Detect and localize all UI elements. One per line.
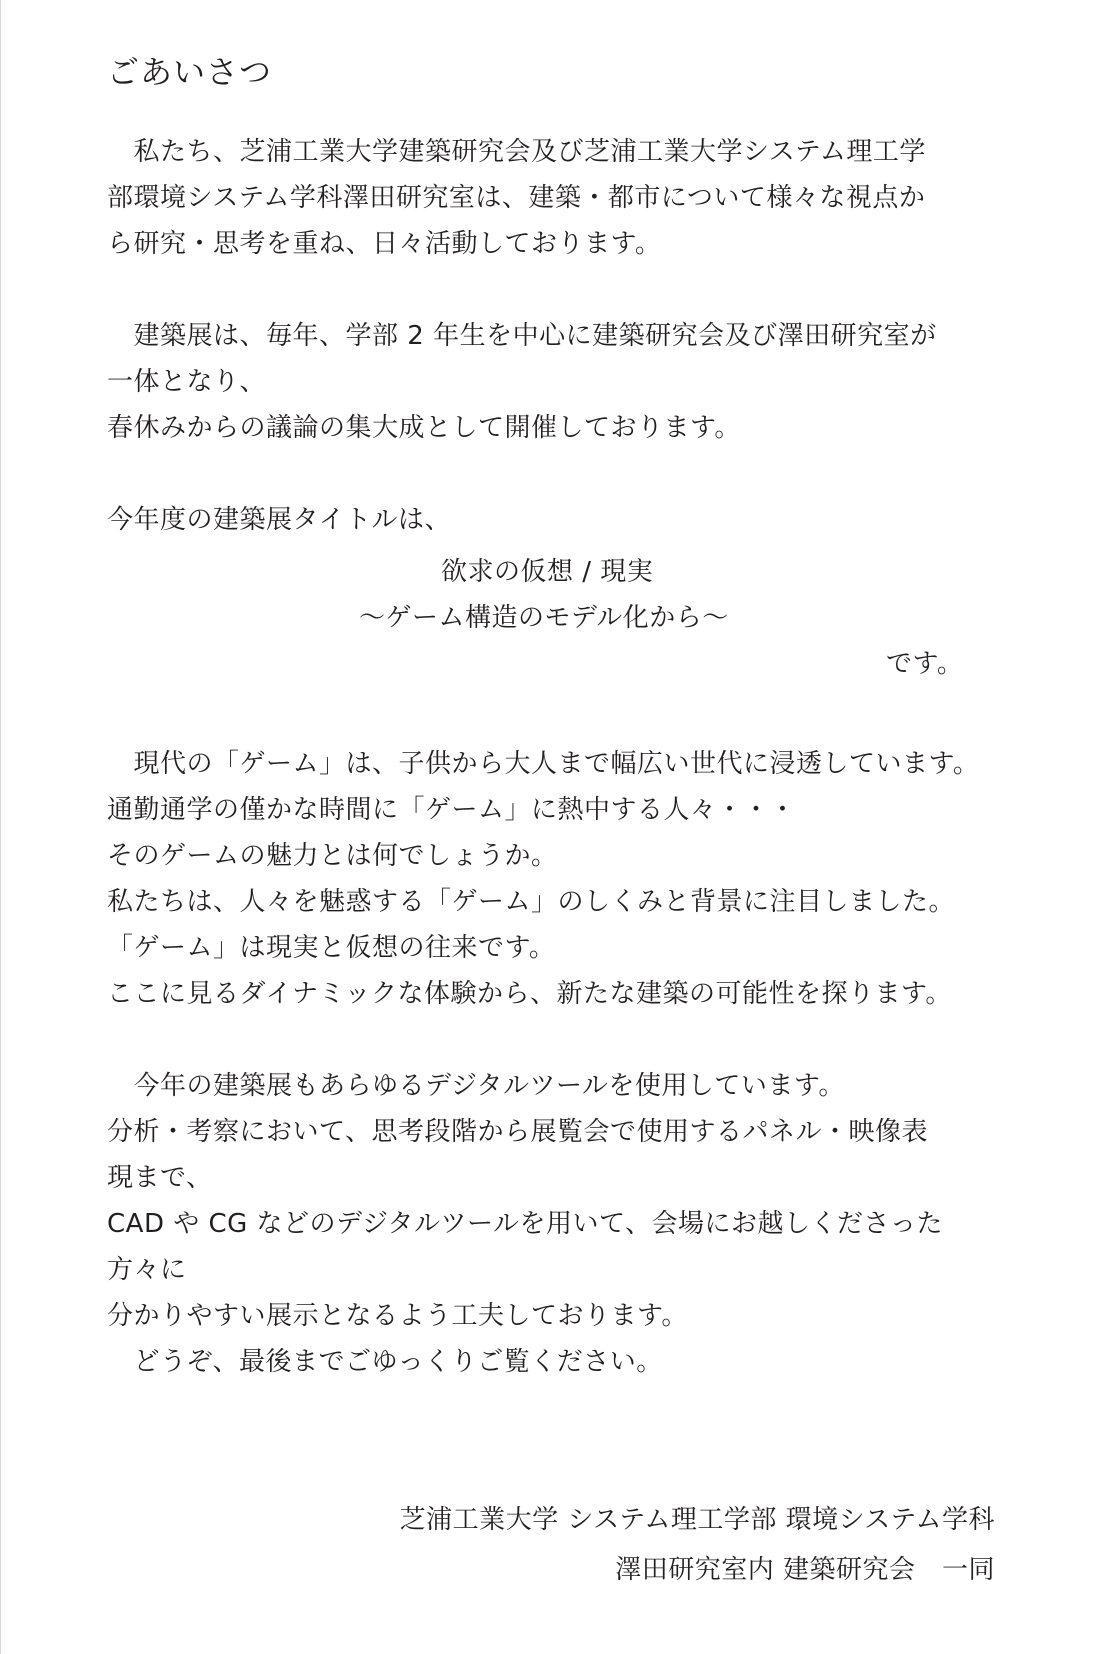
paragraph-4-line-4: CAD や CG などのデジタルツールを用いて、会場にお越しくださった <box>107 1209 943 1239</box>
paragraph-4-line-5: 方々に <box>107 1255 187 1285</box>
paragraph-1-line-2: 部環境システム学科澤田研究室は、建築・都市について様々な視点か <box>107 183 926 213</box>
paragraph-4-line-7: どうぞ、最後までごゆっくりご覧ください。 <box>107 1347 663 1377</box>
paragraph-4-line-3: 現まで、 <box>107 1163 213 1193</box>
paragraph-2-line-1: 建築展は、毎年、学部 2 年生を中心に建築研究会及び澤田研究室が <box>107 321 937 351</box>
paragraph-2-line-3: 春休みからの議論の集大成として開催しております。 <box>107 413 741 443</box>
page-title: ごあいさつ <box>107 53 273 91</box>
paragraph-3-line-6: ここに見るダイナミックな体験から、新たな建築の可能性を探ります。 <box>107 979 952 1009</box>
paragraph-4-line-6: 分かりやすい展示となるよう工夫しております。 <box>107 1301 688 1331</box>
exhibition-title: 欲求の仮想 / 現実 <box>441 557 654 587</box>
paragraph-3-line-5: 「ゲーム」は現実と仮想の往来です。 <box>107 933 556 963</box>
paragraph-1-line-3: ら研究・思考を重ね、日々活動しております。 <box>107 229 662 259</box>
signature-line-1: 芝浦工業大学 システム理工学部 環境システム学科 <box>399 1505 995 1535</box>
paragraph-3-line-4: 私たちは、人々を魅惑する「ゲーム」のしくみと背景に注目しました。 <box>107 887 956 917</box>
paragraph-4-line-2: 分析・考察において、思考段階から展覧会で使用するパネル・映像表 <box>107 1117 928 1147</box>
signature-line-2: 澤田研究室内 建築研究会 一同 <box>615 1555 995 1585</box>
title-suffix: です。 <box>886 649 964 679</box>
paragraph-4-line-1: 今年の建築展もあらゆるデジタルツールを使用しています。 <box>107 1071 845 1101</box>
paragraph-3-line-2: 通勤通学の僅かな時間に「ゲーム」に熱中する人々・・・ <box>107 795 797 825</box>
page-edge-line <box>0 0 1 1654</box>
paragraph-1-line-1: 私たち、芝浦工業大学建築研究会及び芝浦工業大学システム理工学 <box>107 137 926 167</box>
exhibition-subtitle: ～ゲーム構造のモデル化から～ <box>359 603 729 633</box>
paragraph-3-line-1: 現代の「ゲーム」は、子供から大人まで幅広い世代に浸透しています。 <box>107 749 980 779</box>
paragraph-3-line-3: そのゲームの魅力とは何でしょうか。 <box>107 841 558 871</box>
title-intro: 今年度の建築展タイトルは、 <box>107 505 451 535</box>
paragraph-2-line-2: 一体となり、 <box>107 367 267 397</box>
